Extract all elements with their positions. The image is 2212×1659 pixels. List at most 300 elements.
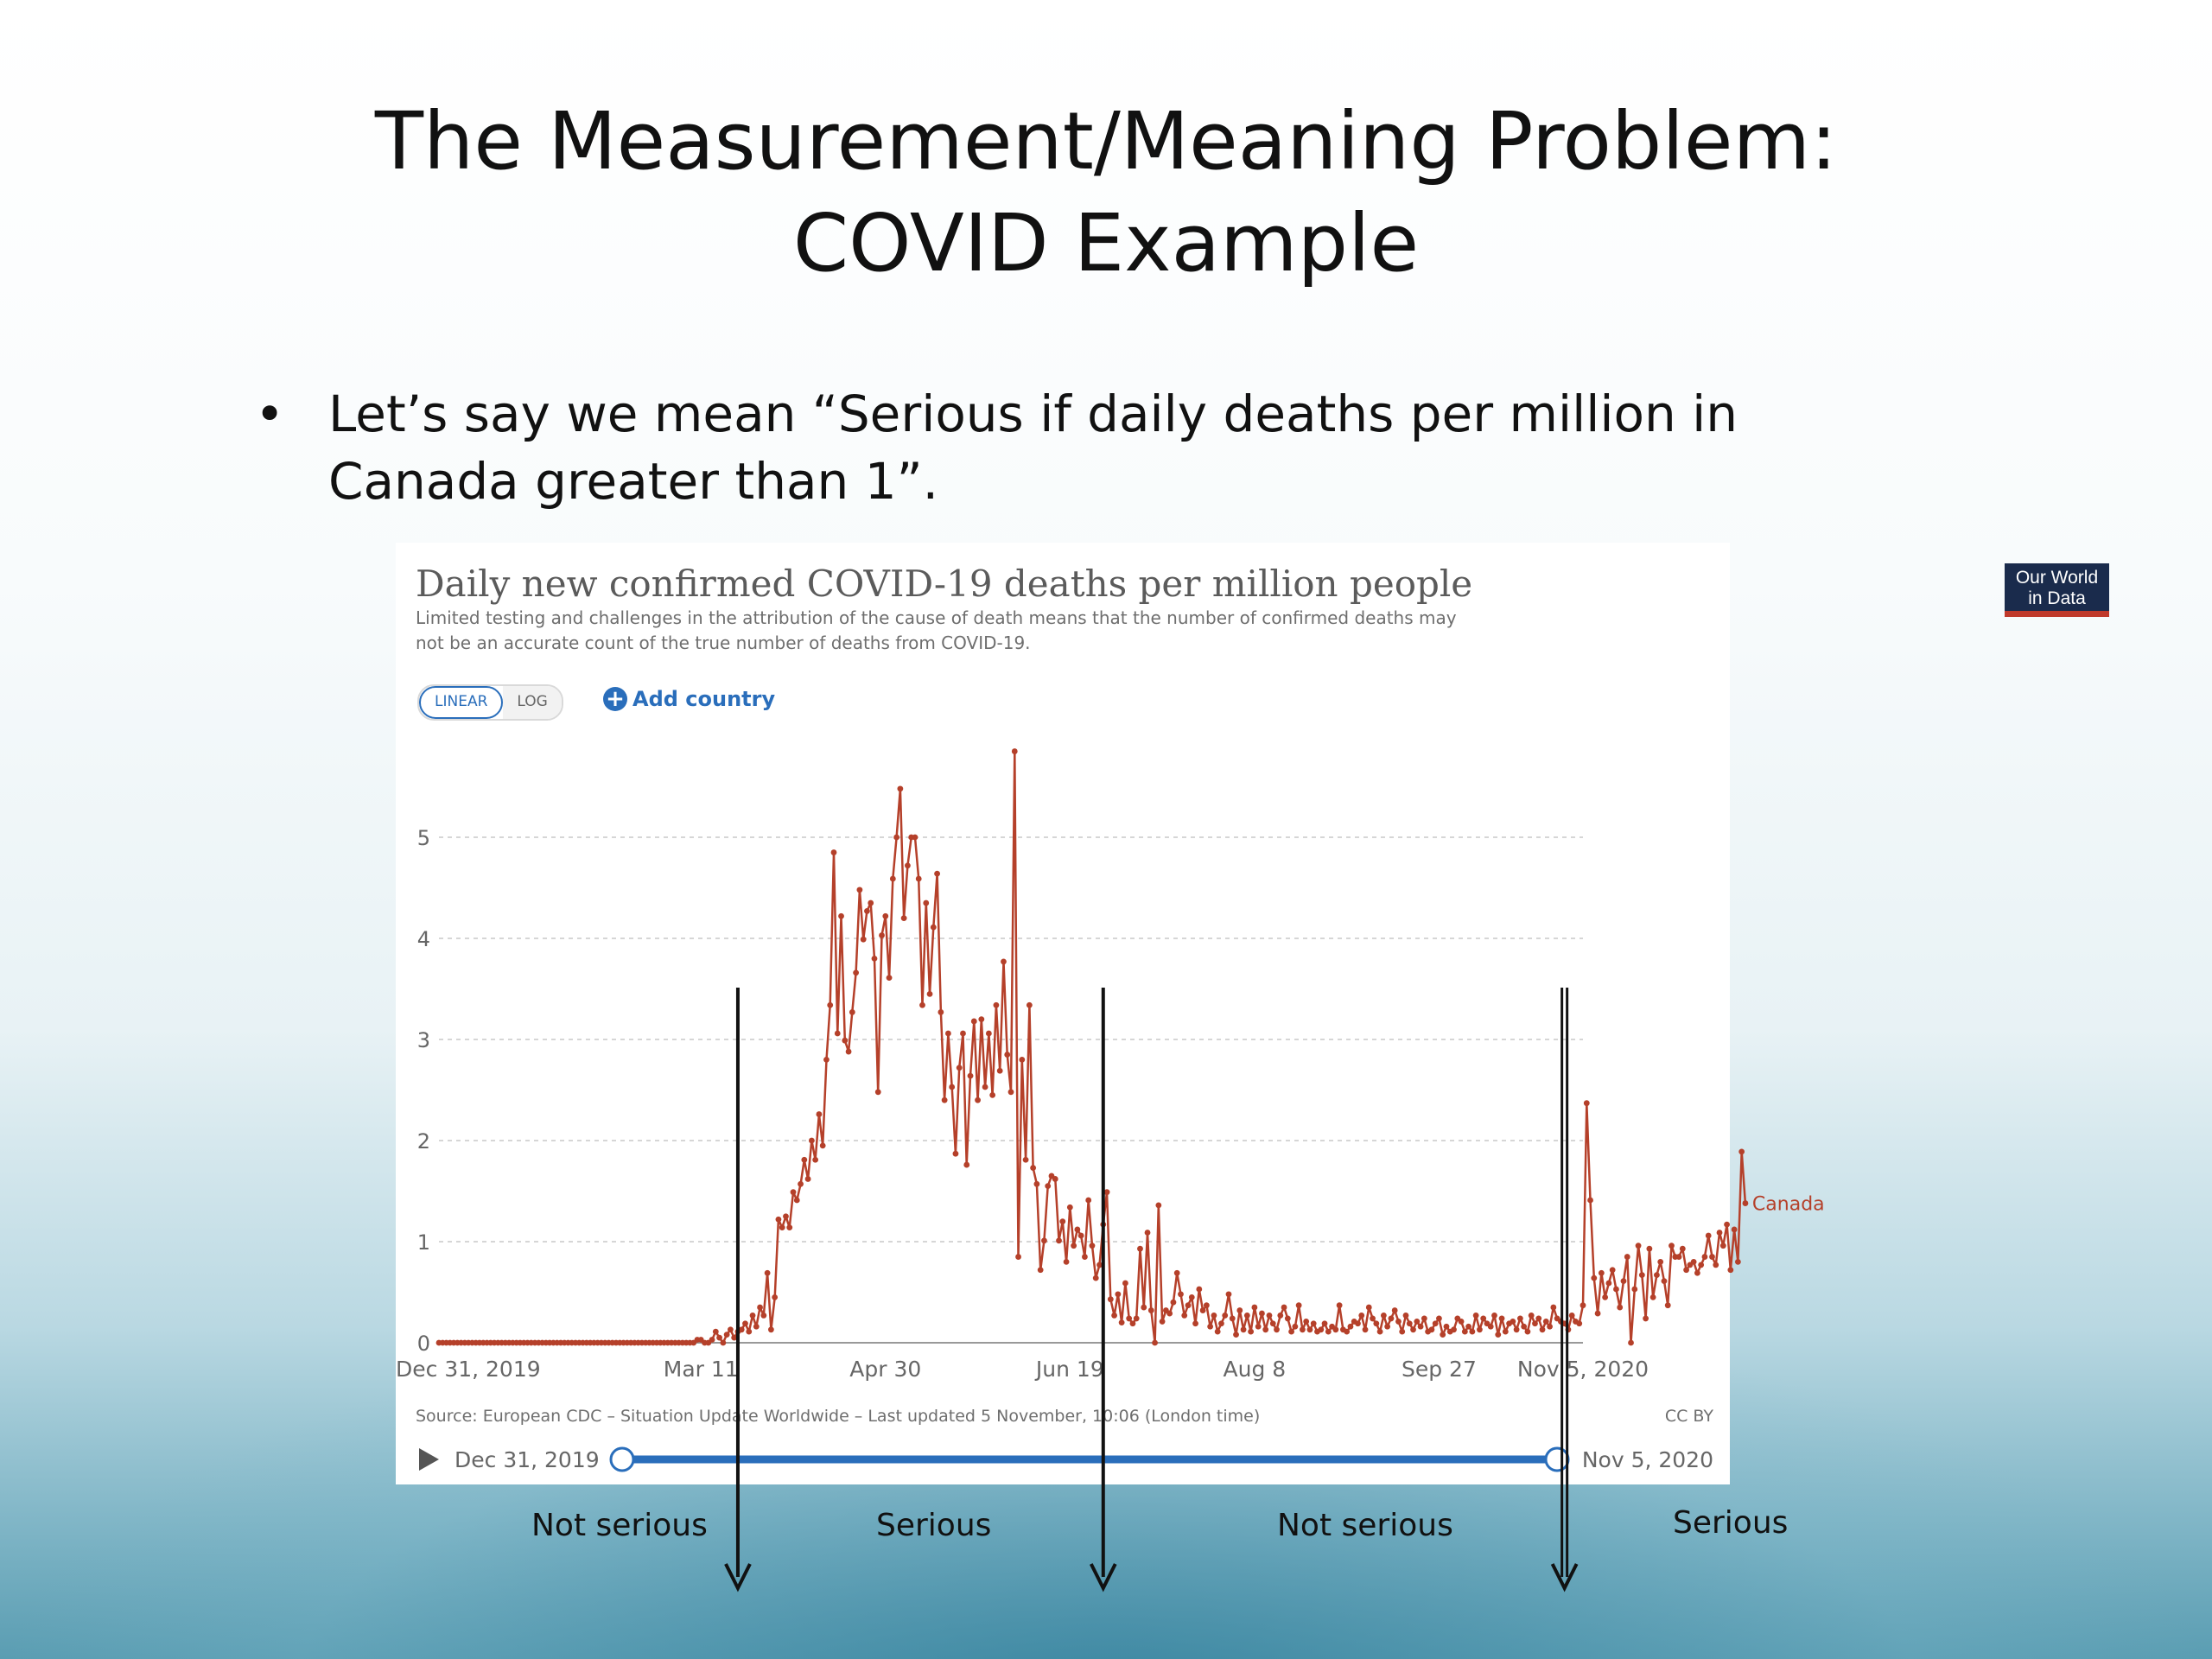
data-point (798, 1181, 804, 1187)
data-point (1680, 1246, 1686, 1252)
bullet-dot-icon: • (255, 385, 285, 443)
data-point (801, 1157, 807, 1163)
data-point (1185, 1302, 1192, 1308)
data-point (1178, 1291, 1184, 1297)
data-point (1517, 1316, 1523, 1322)
data-point (875, 1089, 881, 1095)
data-point (1643, 1316, 1649, 1322)
data-point (901, 915, 907, 921)
data-point (1418, 1324, 1424, 1330)
data-point (742, 1320, 748, 1326)
data-point (1532, 1320, 1538, 1326)
data-point (1122, 1281, 1128, 1287)
timeline (419, 1447, 1713, 1472)
data-point (1540, 1326, 1546, 1332)
y-tick-label-4: 4 (416, 927, 430, 951)
data-point (1262, 1326, 1268, 1332)
data-point (1410, 1326, 1416, 1332)
data-point (1251, 1305, 1257, 1311)
data-point (779, 1224, 785, 1230)
data-point (1236, 1307, 1243, 1313)
data-point (905, 862, 911, 868)
data-point (1735, 1259, 1741, 1265)
data-point (1576, 1320, 1582, 1326)
data-point (1428, 1326, 1434, 1332)
data-point (1078, 1233, 1084, 1239)
data-point (1738, 1148, 1745, 1154)
data-point (934, 871, 940, 877)
data-point (1584, 1100, 1590, 1106)
data-point (746, 1329, 752, 1335)
data-point (923, 900, 929, 906)
data-point (1706, 1233, 1712, 1239)
x-tick-label-4: Aug 8 (1223, 1357, 1287, 1382)
data-point (1281, 1305, 1287, 1311)
data-point (1226, 1291, 1232, 1297)
data-point (1683, 1267, 1689, 1273)
data-point (994, 1002, 1000, 1008)
data-point (1085, 1198, 1091, 1204)
data-point (1008, 1089, 1014, 1095)
data-point (1720, 1243, 1726, 1249)
data-point (1617, 1305, 1623, 1311)
data-point (919, 1002, 925, 1008)
data-point (1200, 1307, 1206, 1313)
data-point (728, 1326, 734, 1332)
data-point (1303, 1319, 1309, 1325)
data-point (835, 1031, 841, 1037)
data-point (868, 900, 874, 906)
data-point (978, 1016, 984, 1022)
bullet-line1: Let’s say we mean “Serious if daily deaths per million in (328, 385, 1738, 443)
data-point (1296, 1302, 1302, 1308)
data-point (1115, 1291, 1121, 1297)
series-line-canada[interactable] (439, 752, 1745, 1344)
data-point (720, 1340, 726, 1346)
bullet-line2: Canada greater than 1”. (328, 452, 939, 511)
period-label-3: Not serious (1277, 1508, 1453, 1543)
data-point (1613, 1287, 1619, 1293)
data-point (1255, 1324, 1262, 1330)
series-label-canada: Canada (1751, 1193, 1825, 1216)
data-point (1732, 1227, 1738, 1233)
data-point (853, 969, 859, 976)
data-point (1192, 1320, 1198, 1326)
data-point (1244, 1313, 1250, 1319)
data-point (1325, 1329, 1332, 1335)
data-point (709, 1337, 715, 1343)
data-point (1717, 1230, 1723, 1236)
data-point (1709, 1254, 1715, 1260)
data-point (1392, 1307, 1398, 1313)
data-point (1535, 1316, 1541, 1322)
data-point (861, 937, 867, 943)
data-point (1307, 1326, 1313, 1332)
x-tick-label-0: Dec 31, 2019 (396, 1357, 541, 1382)
data-point (1318, 1326, 1324, 1332)
data-point (856, 887, 862, 893)
data-point (1134, 1316, 1140, 1322)
data-point (760, 1313, 766, 1319)
data-point (1311, 1320, 1317, 1326)
data-point (1602, 1294, 1608, 1300)
slide-title-line2: COVID Example (792, 197, 1420, 289)
data-point (846, 1049, 852, 1055)
data-point (1743, 1200, 1749, 1206)
data-point (1023, 1157, 1029, 1163)
data-point (1488, 1324, 1494, 1330)
data-point (1348, 1324, 1354, 1330)
data-point (1591, 1275, 1597, 1281)
data-point (872, 956, 878, 962)
data-point (1126, 1316, 1132, 1322)
data-point (1459, 1319, 1465, 1325)
data-point (1624, 1254, 1630, 1260)
data-point (1181, 1313, 1187, 1319)
data-point (1639, 1272, 1645, 1278)
data-point (1636, 1243, 1642, 1249)
data-point (971, 1019, 977, 1025)
data-point (1111, 1313, 1117, 1319)
plus-icon: + (603, 687, 627, 711)
data-point (1171, 1300, 1177, 1306)
data-point (1155, 1202, 1161, 1208)
data-point (1373, 1320, 1379, 1326)
data-point (724, 1332, 730, 1338)
data-point (949, 1084, 955, 1090)
data-point (1547, 1324, 1553, 1330)
source-note: Source: European CDC – Situation Update Worldwide – Last updated 5 November, 10:06 (London time) (416, 1407, 1261, 1426)
data-point (823, 1057, 830, 1063)
period-label-2: Serious (876, 1508, 992, 1543)
data-point (812, 1157, 818, 1163)
log-toggle-button[interactable]: LOG (503, 686, 561, 719)
data-point (1669, 1243, 1675, 1249)
data-point (1001, 959, 1007, 965)
y-tick-label-2: 2 (416, 1129, 430, 1154)
owid-logo-line2: in Data (2028, 588, 2086, 608)
data-point (882, 913, 888, 919)
data-point (753, 1324, 760, 1330)
x-tick-label-5: Sep 27 (1401, 1357, 1477, 1382)
data-point (831, 849, 837, 855)
data-point (1521, 1324, 1527, 1330)
data-point (1370, 1316, 1376, 1322)
data-point (1189, 1294, 1195, 1300)
data-point (916, 876, 922, 882)
data-point (864, 908, 870, 914)
data-point (975, 1097, 981, 1103)
timeline-start-handle[interactable] (611, 1448, 633, 1471)
data-point (1514, 1326, 1520, 1332)
data-point (1344, 1329, 1350, 1335)
data-point (1381, 1313, 1387, 1319)
data-point (757, 1305, 763, 1311)
slide-title-line1: The Measurement/Meaning Problem: (374, 95, 1838, 188)
data-point (1702, 1254, 1708, 1260)
period-label-1: Not serious (531, 1508, 708, 1543)
data-point (1694, 1270, 1700, 1276)
data-point (1599, 1270, 1605, 1276)
chart-subtitle-line1: Limited testing and challenges in the attribution of the cause of death means that the number of confirmed deaths may (416, 607, 1457, 628)
data-point (960, 1031, 966, 1037)
data-point (1222, 1313, 1228, 1319)
data-point (1665, 1302, 1671, 1308)
data-point (1015, 1254, 1021, 1260)
timeline-start-label: Dec 31, 2019 (454, 1447, 600, 1472)
data-point (1525, 1329, 1531, 1335)
y-tick-label-0: 0 (416, 1332, 430, 1356)
data-point (1676, 1254, 1682, 1260)
data-point (989, 1092, 995, 1098)
data-point (1027, 1002, 1033, 1008)
data-point (986, 1031, 992, 1037)
data-point (1469, 1329, 1475, 1335)
data-point (1529, 1313, 1535, 1319)
data-point (838, 913, 844, 919)
data-point (791, 1189, 797, 1195)
data-point (1248, 1329, 1254, 1335)
data-point (1403, 1313, 1409, 1319)
data-point (927, 991, 933, 997)
data-point (1259, 1311, 1265, 1317)
data-point (1196, 1287, 1202, 1293)
data-point (1355, 1320, 1361, 1326)
data-point (1137, 1246, 1143, 1252)
data-point (1119, 1319, 1125, 1325)
data-point (1384, 1324, 1390, 1330)
data-point (765, 1270, 771, 1276)
data-point (1045, 1183, 1051, 1189)
data-point (1727, 1267, 1733, 1273)
data-point (887, 975, 893, 981)
data-point (1108, 1296, 1114, 1302)
data-point (1288, 1329, 1294, 1335)
data-point (1724, 1222, 1730, 1228)
data-point (776, 1217, 782, 1223)
data-point (1093, 1275, 1099, 1281)
data-point (1215, 1329, 1221, 1335)
data-point (1241, 1326, 1247, 1332)
divider-arrow-2 (1091, 988, 1116, 1588)
data-point (809, 1138, 815, 1144)
data-point (827, 1002, 833, 1008)
data-point (1233, 1332, 1239, 1338)
data-point (1074, 1227, 1080, 1233)
data-point (805, 1176, 811, 1182)
y-tick-label-3: 3 (416, 1028, 430, 1052)
data-point (1377, 1329, 1383, 1335)
data-point (1654, 1272, 1660, 1278)
data-point (768, 1326, 774, 1332)
data-point (938, 1009, 944, 1015)
chart-title: Daily new confirmed COVID-19 deaths per million people (416, 563, 1473, 605)
data-point (893, 835, 899, 841)
data-point (820, 1142, 826, 1148)
data-point (1277, 1313, 1283, 1319)
data-point (1473, 1313, 1479, 1319)
data-point (1082, 1254, 1088, 1260)
data-point (1207, 1324, 1213, 1330)
data-point (783, 1213, 789, 1219)
data-point (1174, 1270, 1180, 1276)
data-point (1569, 1313, 1575, 1319)
data-point (1130, 1320, 1136, 1326)
license-note[interactable]: CC BY (1664, 1407, 1713, 1426)
data-point (1421, 1316, 1427, 1322)
data-point (1491, 1313, 1497, 1319)
data-point (1285, 1316, 1291, 1322)
data-point (1064, 1259, 1070, 1265)
data-point (1499, 1316, 1505, 1322)
chart-subtitle-line2: not be an accurate count of the true number of deaths from COVID-19. (416, 632, 1031, 653)
data-point (1041, 1237, 1047, 1243)
data-point (716, 1335, 722, 1341)
data-point (1650, 1294, 1656, 1300)
data-point (1477, 1326, 1483, 1332)
data-point (1056, 1237, 1062, 1243)
data-point (968, 1073, 974, 1079)
data-point (1451, 1326, 1457, 1332)
data-point (1389, 1316, 1395, 1322)
data-point (1691, 1259, 1697, 1265)
data-point (1595, 1311, 1601, 1317)
data-point (817, 1111, 823, 1117)
data-point (1071, 1243, 1077, 1249)
data-point (1322, 1320, 1328, 1326)
owid-logo-line1: Our World (2015, 568, 2099, 588)
data-point (750, 1313, 756, 1319)
data-point (1363, 1326, 1369, 1332)
data-point (1033, 1181, 1039, 1187)
data-point (1012, 748, 1018, 754)
linear-toggle-button[interactable]: LINEAR (419, 686, 503, 719)
data-point (1587, 1198, 1593, 1204)
data-point (1004, 1052, 1010, 1058)
data-point (1657, 1259, 1663, 1265)
x-tick-label-6: Nov 5, 2020 (1516, 1357, 1649, 1382)
data-point (1436, 1316, 1442, 1322)
data-point (1366, 1305, 1372, 1311)
data-point (1270, 1320, 1276, 1326)
data-point (1503, 1329, 1509, 1335)
timeline-end-label: Nov 5, 2020 (1581, 1447, 1713, 1472)
y-tick-label-5: 5 (416, 826, 430, 850)
data-point (1267, 1313, 1273, 1319)
data-point (1038, 1267, 1044, 1273)
data-point (1444, 1324, 1450, 1330)
data-point (1433, 1320, 1439, 1326)
data-point (1395, 1319, 1402, 1325)
data-point (1550, 1305, 1556, 1311)
data-point (713, 1329, 719, 1335)
data-point (957, 1065, 963, 1071)
data-point (1399, 1329, 1405, 1335)
divider-arrow-3 (1553, 988, 1577, 1588)
data-point (1141, 1305, 1147, 1311)
data-point (1580, 1302, 1586, 1308)
data-point (1407, 1320, 1413, 1326)
play-icon[interactable] (419, 1448, 439, 1471)
x-tick-label-2: Apr 30 (849, 1357, 922, 1382)
data-point (842, 1038, 848, 1044)
data-point (963, 1162, 969, 1168)
timeline-end-handle[interactable] (1546, 1448, 1568, 1471)
data-point (1332, 1326, 1338, 1332)
y-tick-label-1: 1 (416, 1230, 430, 1255)
data-point (997, 1068, 1003, 1074)
data-point (1274, 1326, 1280, 1332)
data-point (1358, 1313, 1364, 1319)
data-point (1148, 1307, 1154, 1313)
data-point (1090, 1243, 1096, 1249)
data-point (1610, 1267, 1616, 1273)
data-point (1230, 1316, 1236, 1322)
data-point (1631, 1287, 1637, 1293)
data-point (1204, 1302, 1210, 1308)
data-point (1462, 1329, 1468, 1335)
data-point (1628, 1340, 1634, 1346)
data-point (1052, 1176, 1058, 1182)
data-point (912, 835, 918, 841)
divider-arrow-1 (726, 988, 750, 1588)
data-point (1067, 1205, 1073, 1211)
data-point (1646, 1246, 1652, 1252)
data-point (1019, 1057, 1025, 1063)
data-point (1292, 1324, 1298, 1330)
data-point (1145, 1230, 1151, 1236)
data-point (794, 1198, 800, 1204)
data-point (1166, 1311, 1173, 1317)
data-point (1440, 1332, 1446, 1338)
data-point (1218, 1320, 1224, 1326)
data-point (849, 1009, 855, 1015)
data-point (879, 932, 885, 938)
data-point (1713, 1262, 1719, 1268)
data-point (1621, 1278, 1627, 1284)
data-point (1160, 1319, 1166, 1325)
data-point (890, 876, 896, 882)
data-point (1337, 1302, 1343, 1308)
data-point (1300, 1326, 1306, 1332)
data-point (945, 1031, 951, 1037)
data-point (953, 1151, 959, 1157)
data-point (897, 785, 903, 791)
data-point (1662, 1278, 1668, 1284)
data-point (1465, 1324, 1471, 1330)
data-point (1480, 1316, 1486, 1322)
x-tick-label-1: Mar 11 (663, 1357, 739, 1382)
data-point (1495, 1332, 1501, 1338)
data-point (1510, 1319, 1516, 1325)
add-country-label: Add country (632, 687, 776, 711)
data-point (931, 925, 937, 931)
data-point (1152, 1340, 1158, 1346)
data-point (1211, 1313, 1217, 1319)
data-point (982, 1084, 988, 1090)
data-point (772, 1294, 778, 1300)
data-point (1030, 1165, 1036, 1171)
period-label-4: Serious (1673, 1505, 1789, 1541)
data-point (1698, 1262, 1704, 1268)
data-point (1543, 1319, 1549, 1325)
data-point (942, 1097, 948, 1103)
data-point (1414, 1319, 1420, 1325)
data-point (786, 1224, 792, 1230)
data-point (1059, 1218, 1065, 1224)
data-point (1605, 1281, 1611, 1287)
x-tick-label-3: Jun 19 (1035, 1357, 1104, 1382)
